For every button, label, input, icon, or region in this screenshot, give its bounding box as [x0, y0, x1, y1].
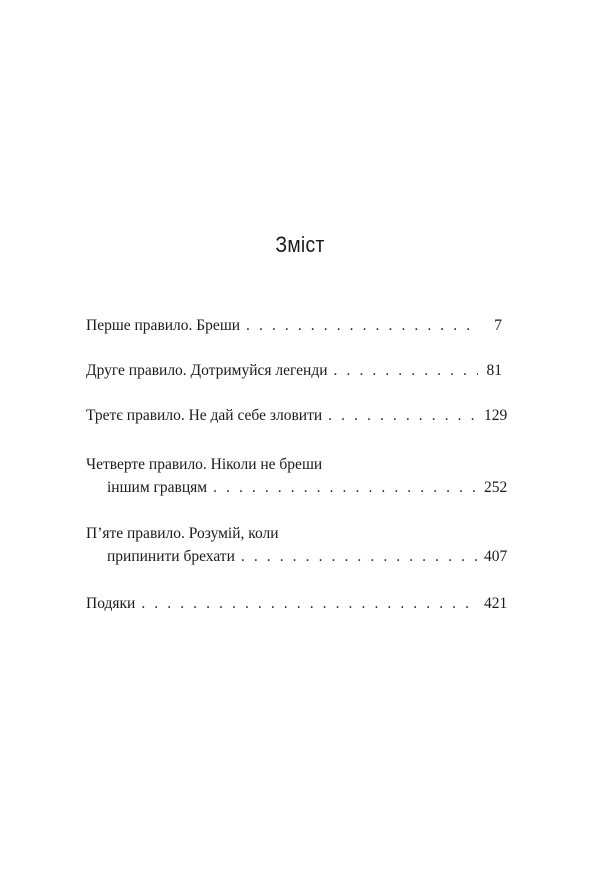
toc-row — [86, 522, 502, 545]
toc-row — [86, 314, 502, 337]
toc-row-continued — [86, 545, 508, 568]
toc-page-number: 407 — [484, 548, 508, 565]
toc-entry-title: Перше правило. Бреши — [86, 317, 241, 334]
toc-entry-rule-1[interactable] — [86, 314, 502, 337]
toc-entry-title: Друге правило. Дотримуйся легенди — [86, 362, 328, 379]
toc-entry-rule-3[interactable] — [86, 404, 508, 427]
toc-page-number: 81 — [486, 362, 502, 379]
dot-leader — [328, 404, 478, 427]
toc-entry-rule-4[interactable] — [86, 453, 508, 499]
dot-leader — [334, 359, 478, 382]
toc-entry-rule-2[interactable] — [86, 359, 502, 382]
dot-leader — [246, 314, 478, 337]
toc-entry-title: Подяки — [86, 595, 136, 612]
page-title: Зміст — [275, 232, 325, 257]
toc-page-number: 7 — [494, 317, 502, 334]
toc-entry-title: Четверте правило. Ніколи не бреши — [86, 456, 323, 473]
toc-row — [86, 592, 508, 615]
toc-entry-title-continued: іншим гравцям — [107, 479, 208, 496]
toc-page-number: 421 — [484, 595, 508, 612]
toc-entry-rule-5[interactable] — [86, 522, 508, 568]
toc-entry-acknowledgements[interactable] — [86, 592, 508, 615]
toc-row — [86, 359, 502, 382]
toc-row-continued — [86, 476, 508, 499]
toc-page-number: 129 — [484, 407, 508, 424]
dot-leader — [141, 592, 478, 615]
toc-entry-title-continued: припинити брехати — [107, 548, 235, 565]
dot-leader — [213, 476, 478, 499]
toc-page-number: 252 — [484, 479, 508, 496]
dot-leader — [241, 545, 478, 568]
toc-entry-title: Третє правило. Не дай себе зловити — [86, 407, 323, 424]
toc-entry-title: П’яте правило. Розумій, коли — [86, 525, 279, 542]
toc-row — [86, 453, 502, 476]
toc-row — [86, 404, 508, 427]
